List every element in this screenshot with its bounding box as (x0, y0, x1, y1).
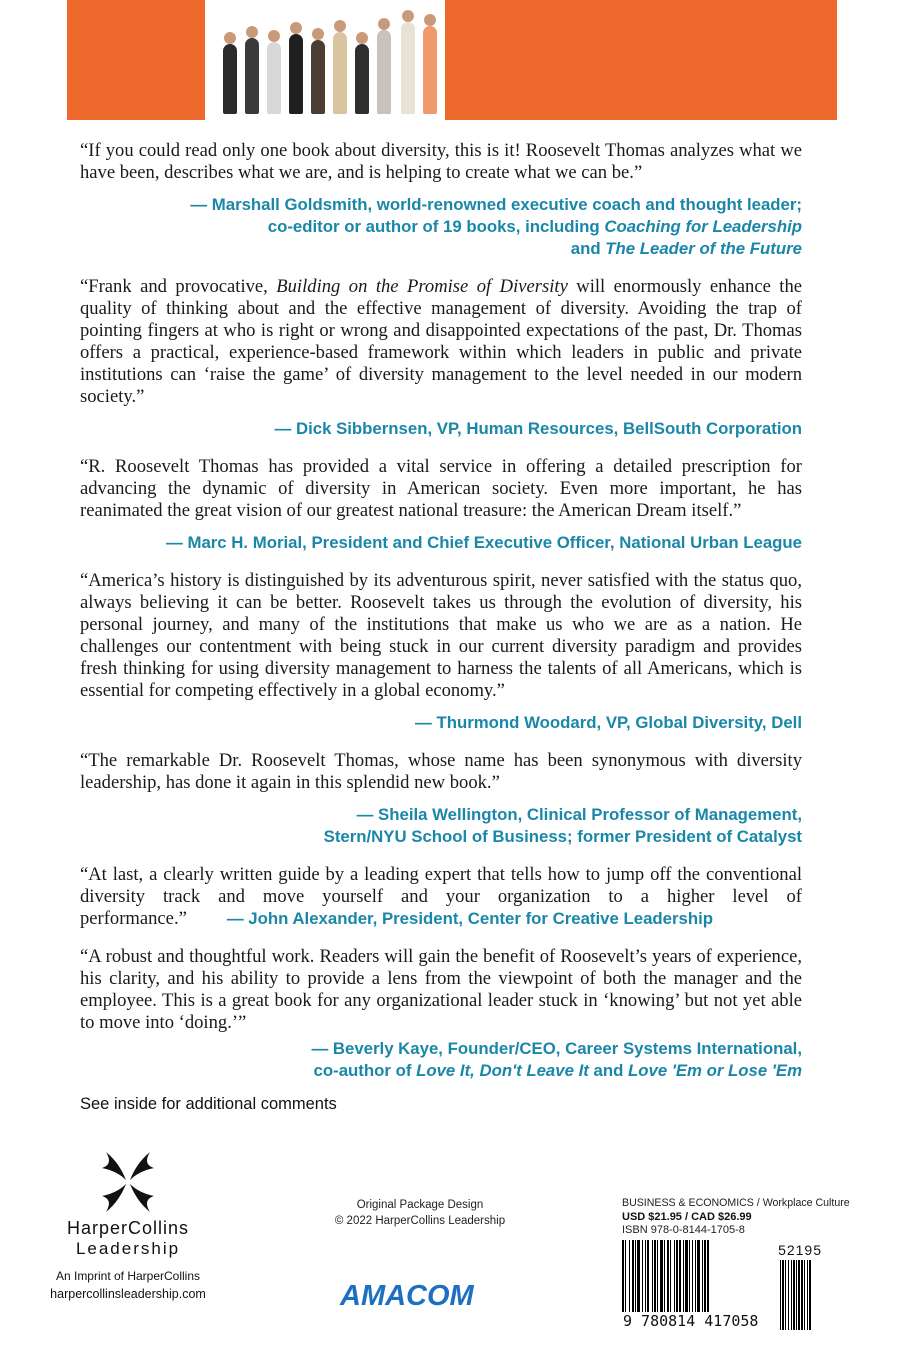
publisher-website: harpercollinsleadership.com (50, 1287, 206, 1301)
quote-text: “The remarkable Dr. Roosevelt Thomas, whose name has been synonymous with diversity leadership, has done it again in this splendid new book.” (80, 750, 802, 793)
person-figure (333, 32, 347, 114)
publisher-block (38, 1150, 218, 1301)
quote-kaye (80, 946, 802, 1082)
see-inside-note: See inside for additional comments (80, 1095, 337, 1113)
person-figure (223, 44, 237, 114)
barcode-ean-digits: 9 780814 417058 (623, 1312, 759, 1330)
publisher-sub: Leadership (75, 1239, 181, 1258)
quote-sibbernsen (80, 276, 802, 440)
quote-attribution: — Beverly Kaye, Founder/CEO, Career Systems International, co-author of Love It, Don't Leave It and Love 'Em or Lose 'Em (311, 1039, 802, 1080)
person-figure (311, 40, 325, 114)
person-figure (267, 42, 281, 114)
quote-attribution: — Marc H. Morial, President and Chief Executive Officer, National Urban League (166, 533, 802, 552)
endorsement-quotes (80, 140, 802, 1098)
quote-attribution: — Marshall Goldsmith, world-renowned executive coach and thought leader; co-editor or author of 19 books, including Coaching for Leadership and The Leader of the Future (190, 195, 802, 258)
quote-text: “If you could read only one book about diversity, this is it! Roosevelt Thomas analyzes what we have been, describes what we are, and is helping to create what we can be.” (80, 140, 802, 183)
quote-attribution: — Thurmond Woodard, VP, Global Diversity, Dell (415, 713, 802, 732)
orange-color-block (67, 0, 837, 120)
imprint-text: An Imprint of HarperCollins (55, 1269, 201, 1283)
quote-attribution: — Sheila Wellington, Clinical Professor of Management, Stern/NYU School of Business; former President of Catalyst (323, 805, 802, 846)
person-figure (289, 34, 303, 114)
quote-text: “Frank and provocative, Building on the Promise of Diversity will enormously enhance the quality of thinking about and the effective management of diversity. Avoiding the trap of pointing fingers at who is right or wrong and disappointed expectations of the past, Dr. Thomas offers a practical, experience-based framework within which leaders in public and private institutions can ‘raise the game’ of diversity management to the level needed in our modern society.” (80, 276, 802, 407)
quote-text: “A robust and thoughtful work. Readers will gain the benefit of Roosevelt’s years of experience, his clarity, and his ability to provide a lens from the viewpoint of both the manager and the employee. This is a great book for any organizational leader stuck in ‘knowing’ but not yet able to move into ‘doing.’” (80, 946, 802, 1033)
quote-text: “America’s history is distinguished by its adventurous spirit, never satisfied with the status quo, always believing it can be better. Roosevelt takes us through the evolution of diversity, his personal journey, and many of the institutions that make us who we are as a nation. He challenges our contentment with being stuck in our current diversity paradigm and provides fresh thinking for using diversity management to harness the talents of all Americans, which is essential for competing effectively in a global economy.” (80, 570, 802, 701)
isbn-barcode (622, 1240, 822, 1330)
quote-text: “R. Roosevelt Thomas has provided a vital service in offering a detailed prescription for advancing the dynamic of diversity in American society. Even more important, he has reanimated the great vision of our greatest national treasure: the American Dream itself.” (80, 456, 802, 521)
cover-top-band (0, 0, 907, 122)
person-figure (401, 22, 415, 114)
quote-wellington (80, 750, 802, 848)
quote-text: “At last, a clearly written guide by a leading expert that tells how to jump off the conventional diversity track and move yourself and your organization to a higher level of performance.” — John Alexander, President, Center for Creative Leadership (80, 864, 802, 929)
book-price: USD $21.95 / CAD $26.99 (622, 1211, 752, 1223)
person-figure (377, 30, 391, 114)
person-figure (423, 26, 437, 114)
design-credits: Original Package Design © 2022 HarperCollins Leadership (334, 1199, 506, 1227)
barcode-block (622, 1197, 850, 1330)
book-category: BUSINESS & ECONOMICS / Workplace Culture (622, 1197, 850, 1209)
quote-attribution: — Dick Sibbernsen, VP, Human Resources, BellSouth Corporation (274, 419, 802, 438)
harpercollins-logo-icon (98, 1150, 158, 1214)
amacom-logo: AMACOM (340, 1280, 474, 1312)
barcode-addon-digits: 52195 (778, 1242, 822, 1258)
quote-goldsmith (80, 140, 802, 260)
book-isbn: ISBN 978-0-8144-1705-8 (622, 1224, 745, 1236)
person-figure (245, 38, 259, 114)
business-people-photo (205, 0, 445, 120)
person-figure (355, 44, 369, 114)
quote-alexander (80, 864, 802, 930)
quote-attribution: — John Alexander, President, Center for Creative Leadership (226, 909, 714, 928)
quote-woodard (80, 570, 802, 734)
publisher-name: HarperCollins (66, 1218, 190, 1238)
quote-morial (80, 456, 802, 554)
